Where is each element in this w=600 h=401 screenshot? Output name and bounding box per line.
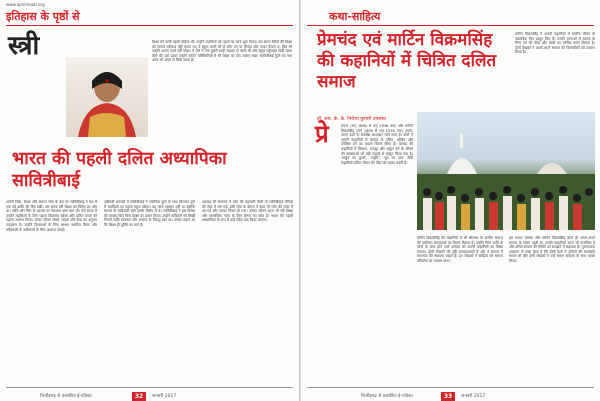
header-rule [6, 25, 293, 26]
footer-date: जनवरी 2017 [461, 394, 486, 399]
footer-date: जनवरी 2017 [152, 394, 177, 399]
footer-rule [6, 387, 293, 388]
article-column-2: मार्टिन विक्रमसिंह की कहानियों में भी श्रीलंका के ग्रामीण समाज की जातिगत समस्याओं का चित्रण मिलता है। उन्होंने निम्न जाति के लोगों के साथ होने वाले अन्याय को अपनी कहानियों का विषय बनाया। दोनों लेखकों की दृष्टि मानवतावादी है और वे समाज में समानता की स्थापना चाहते हैं। इन लेखकों ने साहित्य को समाज परिवर्तन का माध्यम माना। [417, 236, 503, 263]
portrait-illustration [66, 57, 148, 137]
side-column-top: मार्टिन विक्रमसिंह ने अपनी कहानियों में ग्रामीण जीवन के वास्तविक चित्र प्रस्तुत किए हैं। उनकी रचनाओं में समाज के निम्न वर्ग की पीड़ा और संघर्ष का मार्मिक वर्णन मिलता है। दोनों लेखकों ने अपने-अपने समाज की विसंगतियों को उजागर किया है। [515, 32, 595, 55]
footer-rule [307, 387, 594, 388]
page-number: 33 [441, 392, 455, 401]
right-page [301, 0, 600, 401]
savitribai-portrait [66, 57, 148, 137]
drop-cap: प्रे [315, 120, 329, 148]
photo-illustration [417, 112, 595, 230]
byline: डॉ. आर. के. के. निरोशा कुमारी उपलब्ध [317, 117, 386, 122]
header-rule [307, 25, 594, 26]
article-title: प्रेमचंद एवं मार्टिन विक्रमसिंह की कहानियों में चित्रित दलित समाज [317, 30, 497, 92]
page-number: 32 [132, 392, 146, 401]
footer-publication: चित्तौड़गढ़ से प्रकाशित ई-पत्रिका [40, 394, 92, 399]
temple-crowd-photo [417, 112, 595, 230]
article-column-2: उन्नीसवीं शताब्दी में सावित्रीबाई ने ज्योतिबा फुले के साथ मिलकर पुणे में लड़कियों का पहला स्कूल खोला। यह कार्य आसान नहीं था क्योंकि समाज के रूढ़िवादी लोग इसके विरोध में थे। सावित्रीबाई ने इस विरोध की परवाह किए बिना शिक्षा का प्रसार किया। उन्होंने कविताएँ भी लिखीं जिनमें जाति व्यवस्था और अन्याय के विरुद्ध स्वर था। उनका कहना था कि शिक्षा ही मुक्ति का मार्ग है। [104, 200, 195, 227]
article-title: भारत की पहली दलित अध्यापिका सावित्रीबाई [12, 149, 227, 191]
section-tag: इतिहास के पृष्ठों से [6, 10, 80, 23]
article-column-1: अपनी निष्ठा, शिक्षा और समाज सेवा के बल पर सावित्रीबाई ने देश में एक नई क्रांति की नींव रखी। उस समय स्त्री शिक्षा का विरोध हर ओर था। जाति और लिंग के आधार पर भेदभाव आम बात थी। ऐसे समय में उन्होंने लड़कियों के लिए पहला विद्यालय खोला और दलित बच्चों को पढ़ाना आरम्भ किया। उनका जीवन संघर्ष, साहस और सेवा का अनुपम उदाहरण है। उन्होंने विधवाओं के लिए आश्रम स्थापित किया और महिलाओं के अधिकारों के लिए आवाज उठाई। [6, 200, 97, 232]
article-column-3: इस प्रकार प्रेमचंद और मार्टिन विक्रमसिंह दोनों ही अपने-अपने समाज के सजग प्रहरी थे। उनकी कहानियाँ आज भी प्रासंगिक हैं और दलित समाज की स्थिति को समझने में सहायक हैं। तुलनात्मक अध्ययन से स्पष्ट होता है कि दोनों देशों में दलितों की समस्याएँ समान थीं और दोनों लेखकों ने उन्हें समान संवेदना के साथ व्यक्त किया। [509, 236, 595, 263]
drop-word: स्त्री [8, 31, 40, 61]
article-column-1: मचन्द (सन् 1880 से सन् 1936 तक) और मार्टिन विक्रमसिंह (सन् 1890 से सन् 1976 तक) अपने-अपने देशों के सर्वश्रेष्ठ कथाकार माने जाते हैं। दोनों ने अपनी कहानियों में समाज के दलित, शोषित और उपेक्षित वर्ग का यथार्थ चित्रण किया है। प्रेमचंद की कहानियों में किसान, मजदूर और अछूत वर्ग के जीवन की समस्याओं को बड़ी गहराई से प्रस्तुत किया गया है। 'ठाकुर का कुआँ', 'सद्गति', 'दूध का दाम' जैसी कहानियाँ दलित जीवन की पीड़ा को व्यक्त करती हैं। [341, 124, 413, 165]
left-page [0, 0, 299, 401]
section-tag: कथा-साहित्य [329, 10, 381, 23]
footer-publication: चित्तौड़गढ़ से प्रकाशित ई-पत्रिका [361, 394, 413, 399]
header-url[interactable]: www.apnimaati.org [6, 2, 45, 7]
article-column-3: अठारह सौ सत्तानवे में प्लेग की महामारी फैली तो सावित्रीबाई रोगियों की सेवा में लग गईं। इसी सेवा के दौरान वे स्वयं भी प्लेग की चपेट में आ गईं और उनका निधन हो गया। उनका जीवन आज भी स्त्री शिक्षा और सामाजिक न्याय के लिए प्रेरणा का स्रोत है। भारत की पहली अध्यापिका के रूप में उन्हें सदैव याद किया जाएगा। [202, 200, 293, 223]
intro-text: शिक्षा देने वाली पहली महिला थीं। उन्होंने लड़कियों को पढ़ाने का कार्य शुरू किया। उस समय स्त्रियों की शिक्षा को समाज स्वीकार नहीं करता था। वे स्कूल जाती थीं तो लोग उन पर कीचड़ और पत्थर फेंकते थे, फिर भी उन्होंने अपना कार्य नहीं छोड़ा। वे थैले में एक दूसरी साड़ी रखकर ले जाती थीं और स्कूल पहुँचकर साड़ी बदल लेती थीं। इस प्रकार उन्होंने कठिन परिस्थितियों में भी शिक्षा का दीप जलाए रखा। सावित्रीबाई फुले का नाम आज भी आदर से लिया जाता है। [152, 40, 292, 63]
